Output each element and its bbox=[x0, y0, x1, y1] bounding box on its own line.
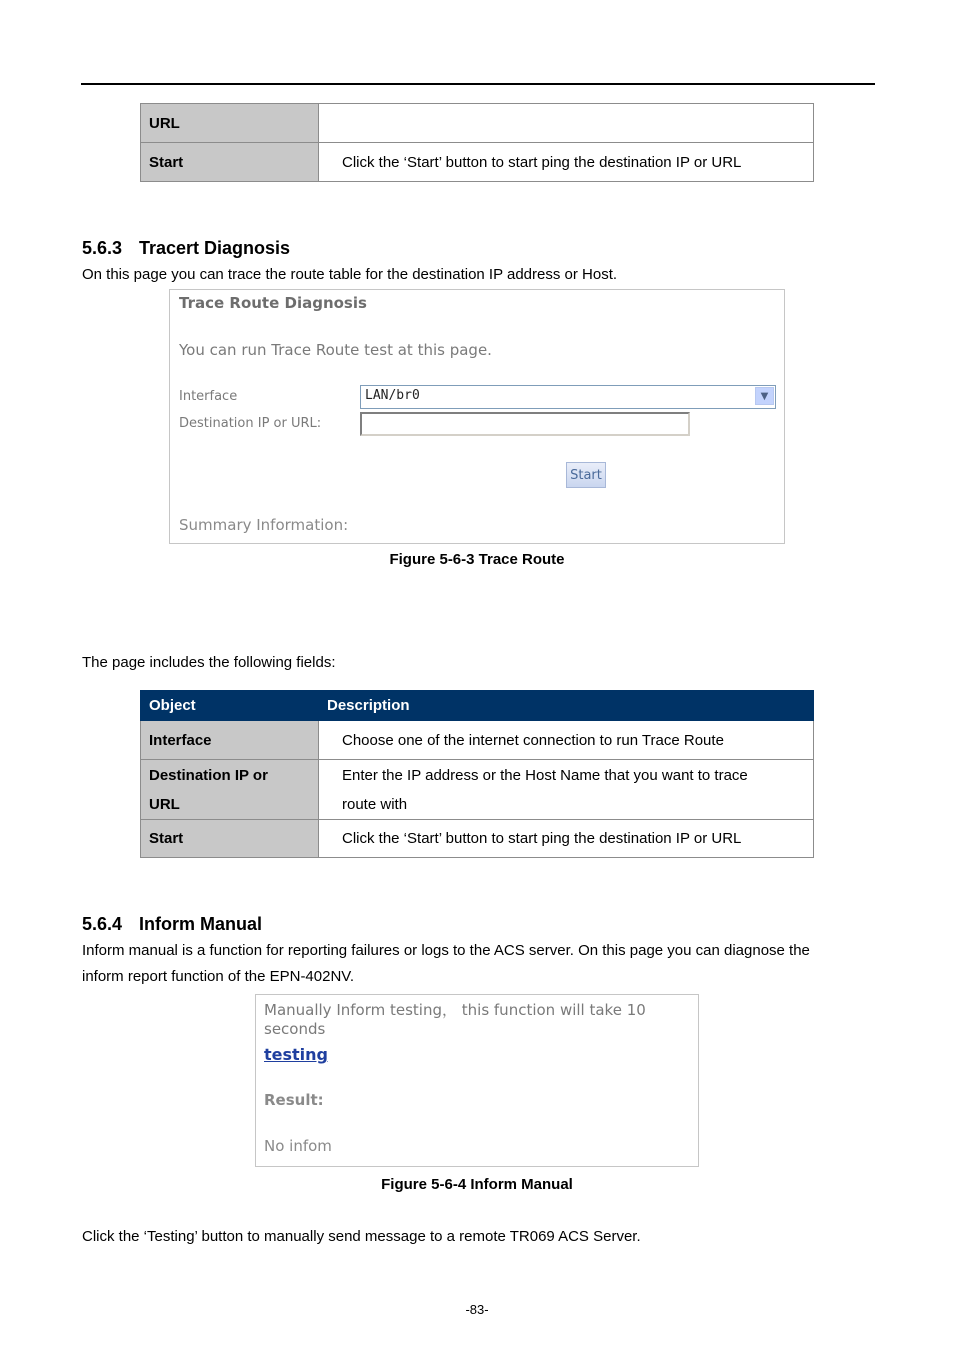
trace-route-panel bbox=[169, 289, 785, 544]
panel-subtitle: You can run Trace Route test at this page. bbox=[179, 341, 492, 359]
section-number: 5.6.3 bbox=[82, 238, 123, 258]
field-value bbox=[319, 760, 814, 820]
table-row bbox=[141, 820, 814, 858]
table-row bbox=[141, 104, 814, 143]
field-key-line: Destination IP or bbox=[149, 766, 268, 784]
section-heading-563 bbox=[82, 238, 290, 259]
section-title: Inform Manual bbox=[139, 914, 263, 934]
figure-caption: Figure 5-6-4 Inform Manual bbox=[381, 1176, 573, 1193]
table-row bbox=[141, 760, 814, 820]
section-intro: On this page you can trace the route table for the destination IP address or Host. bbox=[82, 266, 618, 283]
field-value: Click the ‘Start’ button to start ping the destination IP or URL bbox=[319, 143, 814, 182]
section-intro-line: Inform manual is a function for reporting failures or logs to the ACS server. On this page you can diagnose the bbox=[82, 942, 810, 959]
column-header: Object bbox=[141, 691, 319, 721]
inform-manual-panel bbox=[255, 994, 699, 1167]
header-rule bbox=[81, 83, 875, 85]
field-value bbox=[319, 104, 814, 143]
result-value: No infom bbox=[264, 1137, 332, 1155]
field-key: Interface bbox=[141, 721, 319, 760]
column-header: Description bbox=[319, 691, 814, 721]
result-label: Result: bbox=[264, 1091, 324, 1109]
field-key: URL bbox=[141, 104, 319, 143]
fields-table bbox=[140, 690, 814, 858]
section-intro-line: inform report function of the EPN-402NV. bbox=[82, 968, 355, 985]
interface-select-value: LAN/br0 bbox=[365, 388, 420, 403]
fields-intro: The page includes the following fields: bbox=[82, 654, 336, 671]
field-value-line: route with bbox=[342, 795, 408, 813]
field-key: Start bbox=[141, 143, 319, 182]
chevron-down-icon[interactable]: ▼ bbox=[755, 387, 774, 405]
field-value-line: Enter the IP address or the Host Name that you want to trace bbox=[342, 766, 748, 784]
panel-title: Trace Route Diagnosis bbox=[179, 294, 367, 312]
field-key-line: URL bbox=[149, 795, 180, 813]
top-field-table bbox=[140, 103, 814, 182]
panel-title: Manually Inform testing， this function will take 10 seconds bbox=[264, 1001, 646, 1038]
field-value: Click the ‘Start’ button to start ping the destination IP or URL bbox=[319, 820, 814, 858]
section-intro bbox=[82, 938, 810, 990]
testing-link[interactable]: testing bbox=[264, 1045, 328, 1064]
closing-text: Click the ‘Testing’ button to manually send message to a remote TR069 ACS Server. bbox=[82, 1228, 641, 1245]
summary-label: Summary Information: bbox=[179, 516, 349, 534]
table-row bbox=[141, 143, 814, 182]
start-button[interactable]: Start bbox=[566, 462, 606, 488]
field-key bbox=[141, 760, 319, 820]
field-key: Start bbox=[141, 820, 319, 858]
destination-label: Destination IP or URL: bbox=[179, 416, 322, 431]
interface-select[interactable] bbox=[360, 385, 776, 409]
table-row bbox=[141, 721, 814, 760]
destination-input[interactable] bbox=[360, 412, 690, 436]
interface-label: Interface bbox=[179, 389, 238, 404]
field-value: Choose one of the internet connection to run Trace Route bbox=[319, 721, 814, 760]
table-header-row bbox=[141, 691, 814, 721]
section-heading-564 bbox=[82, 914, 262, 935]
section-title: Tracert Diagnosis bbox=[139, 238, 291, 258]
section-number: 5.6.4 bbox=[82, 914, 123, 934]
figure-caption: Figure 5-6-3 Trace Route bbox=[389, 551, 565, 568]
page-number: -83- bbox=[465, 1302, 489, 1317]
